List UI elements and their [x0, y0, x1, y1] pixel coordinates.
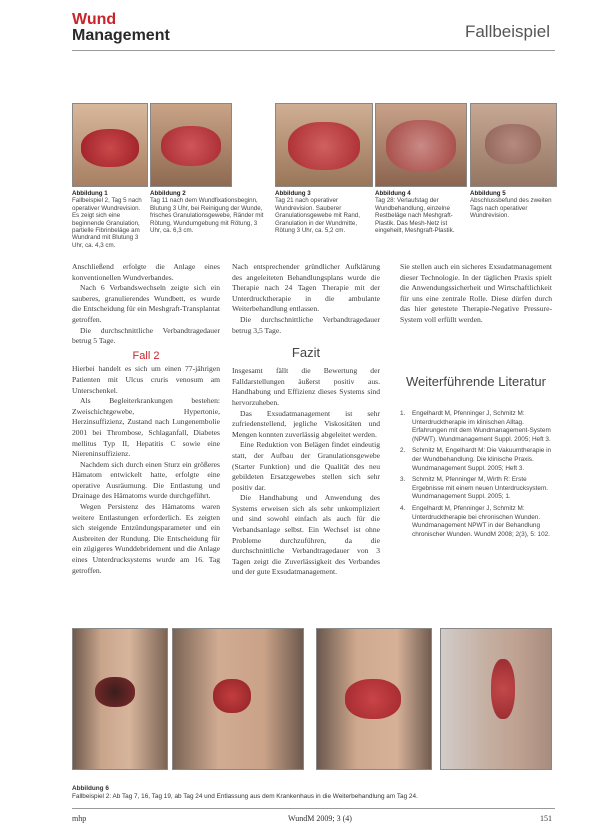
- text-column-3: [400, 262, 552, 326]
- figure-caption-text: Fallbeispiel 2, Tag 5 nach operativer Wundrevision. Es zeigt sich eine beginnende Granulation, partielle Fibrinbeläge am Wundrand mit Blutung 3 Uhr, ca. 4,3 cm.: [72, 197, 142, 249]
- paragraph: Als Begleiterkrankungen bestehen: Zweischichtgewebe, Hypertonie, Herzinsuffizienz, Zustand nach Lungenembolie 2001 bei Thrombose, Schlaganfall, Diabetes mellitus Typ II, Hepatitis C sowie eine Niereninsuffizienz.: [72, 396, 220, 459]
- footer-publisher: mhp: [72, 814, 87, 823]
- figure-caption-title: Abbildung 4: [375, 190, 411, 197]
- footer-divider: [72, 808, 555, 809]
- paragraph: Insgesamt fällt die Bewertung der Falldarstellungen äußerst positiv aus. Handhabung und Effizienz dieses Systems sind hervorzuheben.: [232, 366, 380, 407]
- heading-literatur: Weiterführende Literatur: [406, 374, 546, 389]
- paragraph: Die durchschnittliche Verbandtragedauer betrug 5 Tage.: [72, 325, 220, 346]
- wound-photo-1: [72, 103, 148, 187]
- figure-caption-2: [150, 190, 270, 234]
- reference-number: 1.: [400, 410, 406, 417]
- reference-item: [400, 476, 552, 502]
- figure-caption-text: Fallbeispiel 2: Ab Tag 7, 16, Tag 19, ab Tag 24 und Entlassung aus dem Krankenhaus in die Weiterbehandlung am Tag 24.: [72, 793, 418, 800]
- paragraph: Hierbei handelt es sich um einen 77-jährigen Patienten mit Ulcus cruris venosum am Unterschenkel.: [72, 364, 220, 395]
- reference-number: 4.: [400, 504, 406, 512]
- paragraph: Wegen Persistenz des Hämatoms waren weitere Entlastungen erforderlich. Es zeigten sich steigende Entzündungsparameter und ein Ausbreiten der Rundung. Die Entscheidung für ein zügigeres Wunddebridement und die Anlage eines Unterdrucksystems wurde am 16. Tag getroffen.: [72, 502, 220, 575]
- figure-caption-text: Tag 11 nach dem Wundfixationsbeginn, Blutung 3 Uhr, bei Reinigung der Wunde, frisches Granulationsgewebe, Ränder mit Rötung, Wundumgebung mit Rötung, 3 Uhr, ca. 6,3 cm.: [150, 197, 264, 235]
- figure-caption-6: [72, 785, 418, 801]
- reference-text: Schmitz M, Pfenninger M, Wirth R: Erste Ergebnisse mit einem neuen Unterdrucksystem. Wundmanagement Suppl. 2005; 1.: [412, 476, 549, 501]
- wound-photo-5: [470, 103, 557, 187]
- reference-text: Schmitz M, Engelhardt M: Die Vakuumtherapie in der Wundbehandlung. Die klinische Praxis. Wundmanagement Suppl. 2005; Heft 3.: [412, 447, 552, 472]
- figure-caption-title: Abbildung 1: [72, 190, 108, 197]
- leg-photo-1: [72, 628, 168, 770]
- figure-caption-title: Abbildung 2: [150, 190, 186, 197]
- footer-citation: WundM 2009; 3 (4): [288, 814, 352, 823]
- reference-item: [400, 447, 552, 473]
- heading-fazit: Fazit: [291, 345, 321, 361]
- paragraph: Sie stellen auch ein sicheres Exsudatmanagement dieser Technologie. In der täglichen Praxis spielt die Anwendungssicherheit und Wirtschaftlichkeit für uns eine zentrale Rolle. Diese dürfen durch das hier getestete Therapie-Negative Pressure-System voll erfüllt werden.: [400, 262, 552, 324]
- figure-caption-title: Abbildung 6: [72, 785, 109, 792]
- page-number: 151: [540, 814, 552, 823]
- paragraph: Die Handhabung und Anwendung des Systems erweisen sich als sehr unkompliziert und sind sowohl einfach als auch für die Verbandsanlage selbst. Ein Wechsel ist ohne Probleme durchzuführen, da die durchschnittliche Verbandtragedauer von 3 Tagen zeigt die Zuverlässigkeit des Verbandes und der gute Exsudatmanagement.: [232, 493, 380, 577]
- reference-item: [400, 410, 552, 444]
- paragraph: Anschließend erfolgte die Anlage eines konventionellen Wundverbandes.: [72, 262, 220, 282]
- wound-photo-2: [150, 103, 232, 187]
- brand-management: Management: [72, 27, 170, 44]
- paragraph: Die durchschnittliche Verbandtragedauer betrug 3,5 Tage.: [232, 314, 380, 335]
- brand-wund: Wund: [72, 11, 117, 28]
- paragraph: Nach entsprechender gründlicher Aufklärung des angeleiteten Behandlungsplans wurde die Therapie nach 24 Tagen Therapie mit der Unterdrucktherapie in die ambulante Weiterbehandlung entlassen.: [232, 262, 380, 314]
- figure-caption-text: Tag 28: Verlaufstag der Wundbehandlung, einzelne Restbeläge nach Meshgraft-Plastik. Das Mesh-Netz ist eingeheilt, Meshgraft-Plastik.: [375, 197, 455, 235]
- reference-number: 3.: [400, 476, 406, 484]
- subheading-fall-2: Fall 2: [132, 349, 160, 362]
- wound-photo-3: [275, 103, 373, 187]
- reference-item: [400, 505, 552, 539]
- paragraph: Eine Reduktion von Belägen findet eindeutig statt, der Aufbau der Granulationsgewebe (Starter Funktion) und die Qualität des neu gebildeten Ersatzgewebes stellen sich sehr positiv dar.: [232, 440, 380, 492]
- reference-number: 2.: [400, 447, 406, 455]
- text-column-2: [232, 262, 380, 578]
- section-title: Fallbeispiel: [464, 22, 550, 41]
- figure-caption-1: [72, 190, 148, 249]
- figure-caption-title: Abbildung 5: [470, 190, 506, 197]
- leg-photo-2: [172, 628, 304, 770]
- reference-text: Engelhardt M, Pfenninger J, Schmitz M: Unterdrucktherapie im klinischen Alltag. Erfahrungen mit dem Wundmanagement-System (NPWT). Wundmanagement Suppl. 2005; Heft 3.: [412, 410, 551, 443]
- reference-list: [400, 410, 552, 542]
- paragraph: Nachdem sich durch einen Sturz ein größeres Hämatom entwickelt hatte, erfolgte eine operative Ausräumung. Die Entlastung und Drainage des Hämatoms wurde durchgeführt.: [72, 459, 220, 501]
- figure-caption-4: [375, 190, 467, 234]
- leg-photo-4: [440, 628, 552, 770]
- figure-caption-text: Abschlussbefund des zweiten Tags nach operativer Wundrevision.: [470, 197, 552, 220]
- wound-photo-4: [375, 103, 467, 187]
- figure-caption-title: Abbildung 3: [275, 190, 311, 197]
- figure-caption-3: [275, 190, 371, 234]
- figure-caption-5: [470, 190, 555, 220]
- paragraph: Nach 6 Verbandswechseln zeigte sich ein sauberes, granulierendes Wundbett, es wurde die Entscheidung für ein Meshgraft-Transplantat getroffen.: [72, 283, 220, 324]
- paragraph: Das Exsudatmanagement ist sehr zufriedenstellend, jegliche Viskositäten und Mengen konnten zuverlässig abgeleitet werden.: [232, 408, 380, 439]
- figure-caption-text: Tag 21 nach operativer Wundrevision. Sauberer Granulationsgewebe mit Rand, Granulation in der Wundmitte, Rötung 3 Uhr, ca. 5,2 cm.: [275, 197, 360, 235]
- leg-photo-3: [316, 628, 432, 770]
- header-divider: [72, 50, 555, 51]
- text-column-1: [72, 262, 220, 576]
- reference-text: Engelhardt M, Pfenninger J, Schmitz M: Unterdrucktherapie bei chronischen Wunden. Wundmanagement NPWT in der Behandlung chronischer Wunden. WundM 2008; 2(3), 5: 102.: [412, 504, 550, 538]
